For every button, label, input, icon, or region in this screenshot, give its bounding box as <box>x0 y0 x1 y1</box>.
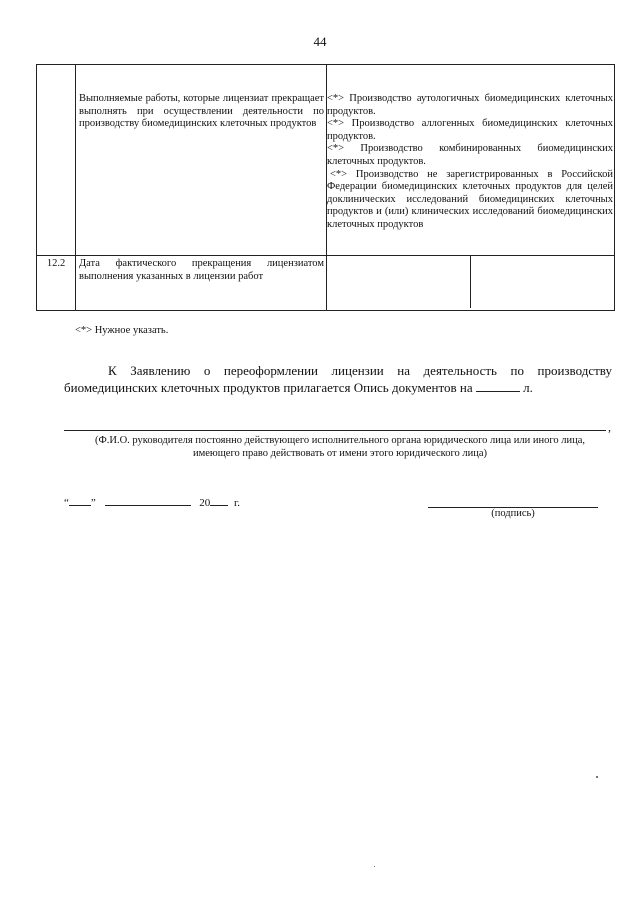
manager-caption <box>70 434 610 460</box>
month-blank[interactable] <box>105 494 191 506</box>
attachment-statement <box>64 362 612 396</box>
scan-speck <box>374 866 375 867</box>
sheet-count-blank[interactable] <box>476 380 520 392</box>
date-line <box>64 494 240 509</box>
page-number: 44 <box>313 34 327 49</box>
table-row <box>37 256 615 311</box>
row-number-cell <box>37 65 76 256</box>
year-suffix: г. <box>234 497 241 509</box>
scan-speck <box>596 776 598 778</box>
attachment-text: К Заявлению о переоформлении лицензии на деятельность по производству биомедицинских клеточных продуктов прилагается Опись документов на <box>64 363 612 395</box>
table-row <box>37 65 615 256</box>
options-cell <box>327 65 615 256</box>
year-blank[interactable] <box>210 494 228 506</box>
date-field-right[interactable] <box>471 256 614 308</box>
description-cell <box>76 256 327 311</box>
termination-date-label: Дата фактического прекращения лицензиатом выполнения указанных в лицензии работ <box>79 258 324 282</box>
manager-caption-line-2: имеющего право действовать от имени этого юридического лица) <box>192 448 488 459</box>
date-entry-cell <box>327 256 615 311</box>
attachment-suffix: л. <box>523 380 533 395</box>
year-prefix: 20 <box>199 497 211 509</box>
comma: , <box>608 420 611 434</box>
date-field-left[interactable] <box>327 256 471 308</box>
signature-caption: (подпись) <box>491 508 535 519</box>
footnote: <*> Нужное указать. <box>75 325 169 336</box>
option-allogeneic: <*> Производство аллогенных биомедицинских клеточных продуктов. <box>327 118 613 142</box>
day-blank[interactable] <box>69 494 91 506</box>
description-cell <box>76 65 327 256</box>
row-number: 12.2 <box>37 256 76 311</box>
option-combined: <*> Производство комбинированных биомедицинских клеточных продуктов. <box>327 143 613 167</box>
licence-table <box>36 64 615 311</box>
manager-name-line[interactable] <box>64 430 606 431</box>
quote-open: “ <box>64 497 69 509</box>
quote-close: ” <box>90 497 96 509</box>
manager-caption-line-1: (Ф.И.О. руководителя постоянно действующего исполнительного органа юридического лица или иного лица, <box>94 435 586 446</box>
works-description: Выполняемые работы, которые лицензиат прекращает выполнять при осуществлении деятельности по производству биомедицинских клеточных продуктов <box>79 93 324 130</box>
option-unregistered: <*> Производство не зарегистрированных в Российской Федерации биомедицинских клеточных продуктов для целей доклинических исследований биомедицинских клеточных продуктов и (или) клинических исследований биомедицинских клеточных продуктов <box>327 168 613 230</box>
option-autologous: <*> Производство аутологичных биомедицинских клеточных продуктов. <box>327 93 613 117</box>
